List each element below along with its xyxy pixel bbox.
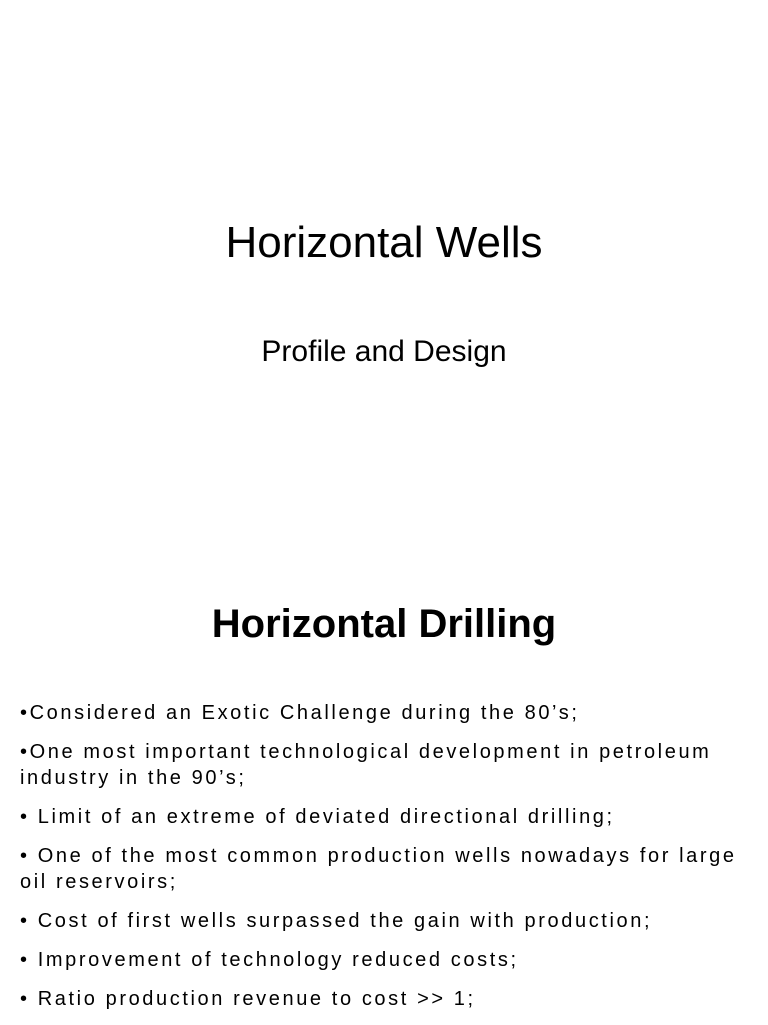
- slide-subtitle: Profile and Design: [261, 335, 507, 368]
- slide-heading: Horizontal Drilling: [211, 602, 557, 646]
- bullet-item: • One of the most common production wells nowadays for large oil reservoirs;: [20, 845, 737, 893]
- bullet-item: • Limit of an extreme of deviated directional drilling;: [20, 806, 615, 828]
- bullet-item: •One most important technological development in petroleum industry in the 90’s;: [20, 741, 712, 789]
- slide-title-heading: Horizontal Wells: [225, 218, 543, 267]
- bullet-list: [20, 700, 750, 1025]
- bullet-item: •Considered an Exotic Challenge during the 80’s;: [20, 702, 580, 724]
- bullet-item: • Improvement of technology reduced costs;: [20, 949, 519, 971]
- bullet-item: • Ratio production revenue to cost >> 1;: [20, 988, 476, 1010]
- slide-horizontal-drilling: [0, 560, 768, 1024]
- slide-title: [0, 0, 768, 512]
- bullet-item: • Cost of first wells surpassed the gain with production;: [20, 910, 653, 932]
